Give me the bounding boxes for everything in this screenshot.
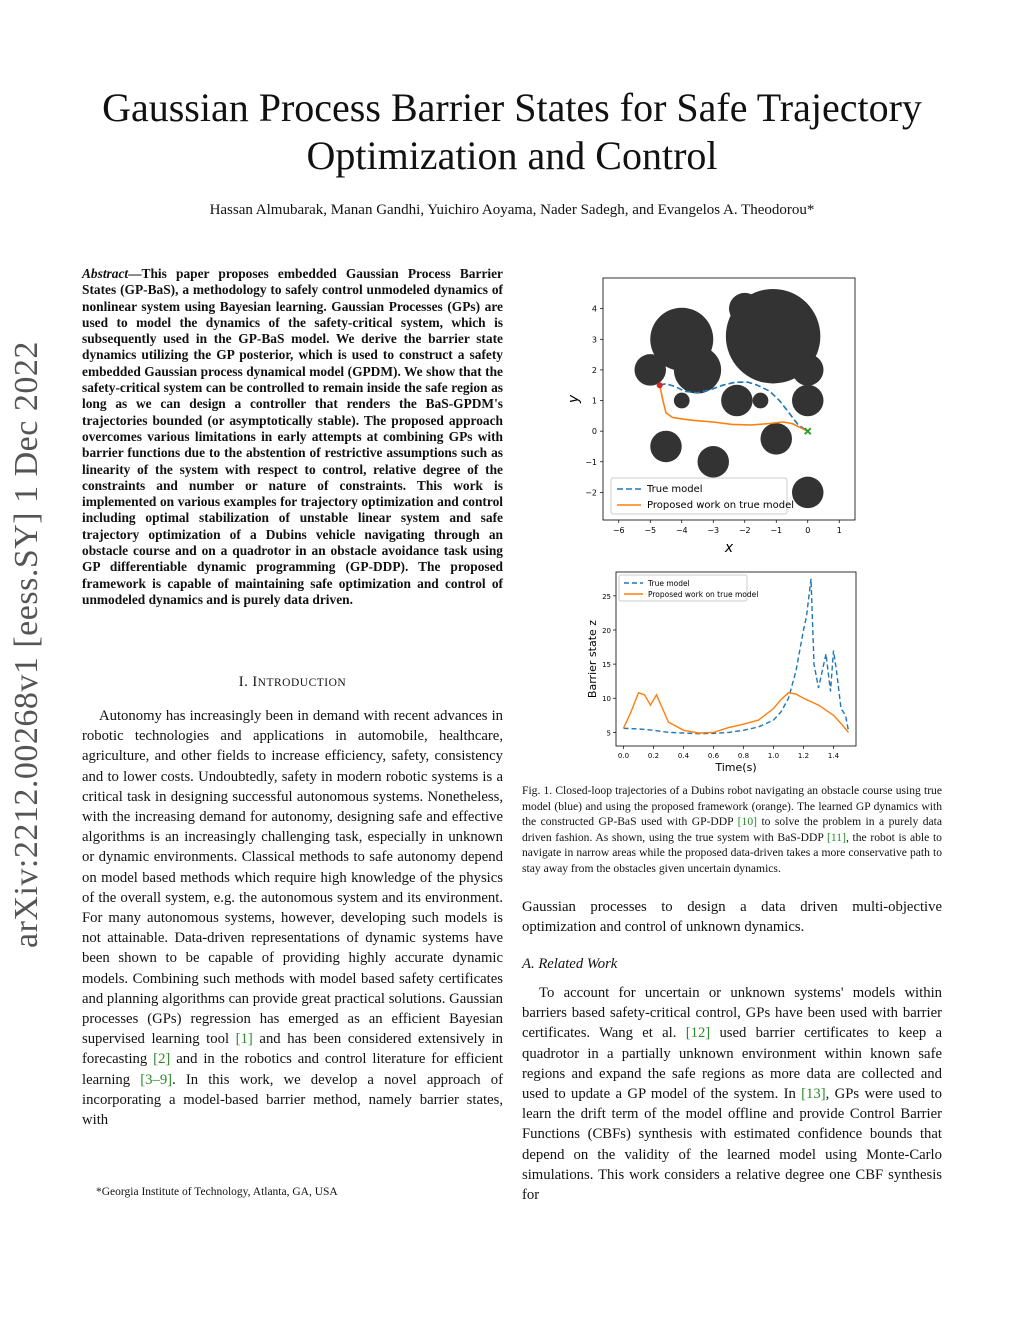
citation-link[interactable]: [10]: [737, 815, 757, 829]
y-tick-label: 0: [591, 427, 597, 437]
y-tick-label: 3: [591, 335, 597, 345]
y-tick-label: 10: [602, 695, 611, 704]
citation-link[interactable]: [3–9]: [140, 1071, 173, 1088]
trajectory-plot: [566, 270, 870, 560]
y-tick-label: 5: [606, 729, 611, 738]
intro-text-4: . In this work, we develop a novel approach of incorporating a model-based barrier method, namely barrier states, with: [82, 1071, 504, 1129]
x-axis-label: x: [724, 540, 734, 556]
y-tick-label: 4: [591, 304, 597, 314]
abstract-body: —This paper proposes embedded Gaussian Process Barrier States (GP-BaS), a methodology to safely control unmodeled dynamics of nonlinear system using Bayesian learning. Gaussian Processes (GPs) are used to model the dynamics of the safety-critical system, which is subsequently used in the GP-BaS model. We derive the barrier state dynamics utilizing the GP posterior, which is used to construct a safety embedded Gaussian process dynamical model (GPDM). We show that the safety-critical system can be controlled to remain inside the safe region as long as we can design a controller that renders the BaS-GPDM's trajectories bounded (or asymptotically stable). The proposed approach overcomes various limitations in early attempts at combining GPs with barrier functions due to the abstention of restrictive assumptions such as linearity of the system with respect to control, relative degree of the constraints and number or nature of constraints. This work is implemented on various examples for trajectory optimization and control including optimal stabilization of unstable linear system and safe trajectory optimization of a Dubins vehicle navigating through an obstacle course and on a quadrotor in an obstacle avoidance task using GP differentiable dynamic programming (GP-DDP). The proposed framework is capable of maintaining safe optimization and control of unmodeled dynamics and is purely data driven.: [82, 266, 503, 607]
related-work-paragraph: [522, 983, 942, 1205]
legend-label-proposed: Proposed work on true model: [648, 590, 759, 599]
citation-link[interactable]: [11]: [827, 830, 846, 844]
obstacle-circle: [721, 385, 753, 417]
figure-caption: [522, 783, 942, 877]
affiliation-footnote: *Georgia Institute of Technology, Atlanta, GA, USA: [96, 1186, 338, 1198]
x-tick-label: 0.4: [677, 752, 690, 760]
x-tick-label: −5: [644, 526, 657, 535]
y-tick-label: 1: [591, 396, 597, 406]
goal-marker: [805, 428, 811, 434]
related-text-3: , GPs were used to learn the drift term of the model offline and provide Control Barrier Functions (CBFs) synthesis with estimated confidence bounds that depend on the validity of the learned model using Monte-Carlo simulations. This work considers a relative degree one CBF synthesis for: [522, 1086, 943, 1204]
introduction-paragraph: [82, 706, 503, 1130]
subsection-heading-related-work: A. Related Work: [522, 956, 618, 972]
section-title-rest: NTRODUCTION: [257, 677, 347, 689]
x-tick-label: −3: [707, 526, 720, 535]
obstacle-circle: [635, 354, 667, 386]
abstract-lead: Abstract: [82, 266, 129, 281]
legend-label-true-model: True model: [647, 484, 703, 495]
x-tick-label: 1.4: [827, 752, 840, 760]
obstacle-circle: [650, 431, 682, 463]
related-text-1: To account for uncertain or unknown systems' models within barriers based safety-critical control, GPs have been used with barrier certificates. Wang et al.: [522, 985, 942, 1042]
barrier-state-plot: [580, 566, 860, 776]
x-tick-label: −2: [738, 526, 751, 535]
x-tick-label: 1.0: [767, 752, 780, 760]
y-tick-label: 15: [602, 661, 611, 670]
section-heading-introduction: [82, 674, 503, 691]
x-tick-label: −1: [770, 526, 783, 535]
y-tick-label: −1: [585, 457, 597, 467]
continuation-paragraph: Gaussian processes to design a data driven multi-objective optimization and control of unknown dynamics.: [522, 899, 942, 936]
y-tick-label: 2: [591, 365, 597, 375]
legend-label-proposed: Proposed work on true model: [647, 500, 795, 511]
caption-text-3: , the robot is able to navigate in narrow areas while the proposed data-driven takes a more conservative path to stay away from the obstacles given uncertain dynamics.: [522, 830, 942, 875]
obstacle-circle: [792, 354, 824, 386]
citation-link[interactable]: [12]: [685, 1025, 711, 1042]
x-tick-label: −4: [675, 526, 688, 535]
intro-text-3: and in the robotics and control literature for efficient learning: [82, 1051, 504, 1088]
obstacle-circle: [792, 477, 824, 509]
y-axis-label: y: [566, 394, 582, 404]
x-tick-label: 1.2: [797, 752, 810, 760]
start-marker: [657, 382, 663, 388]
x-tick-label: −6: [612, 526, 625, 535]
paper-title: Gaussian Process Barrier States for Safe Trajectory Optimization and Control: [102, 85, 922, 178]
obstacle-circle: [674, 393, 690, 409]
x-tick-label: 0.0: [617, 752, 630, 760]
obstacle-circle: [674, 346, 721, 393]
intro-text-1: Autonomy has increasingly been in demand with recent advances in robotic technologies and applications in automobile, healthcare, agriculture, and other fields to increase efficiency, safety, consistency and to lower costs. Undoubtedly, safety in modern robotic systems is a critical task in designing successful autonomous systems. Nonetheless, with the increasing demand for autonomy, designing safe and effective algorithms is an increasingly challenging task, especially in unknown or dynamic environments. Classical methods to safe autonomy depend on model based methods which require high knowledge of the physics of the overall system, e.g. the autonomous system and its environment. For many autonomous systems, however, developing such models is not attainable. Data-driven representations of dynamic systems have been shown to be capable of providing highly accurate dynamic models. Combining such methods with model based safety certificates and planning algorithms can provide great practical solutions. Gaussian processes (GPs) regression has emerged as an efficient Bayesian supervised learning tool: [82, 708, 503, 1048]
y-tick-label: −2: [585, 488, 597, 498]
y-axis-label: Barrier state z: [586, 619, 599, 699]
obstacle-circle: [761, 423, 793, 455]
obstacle-circle: [698, 446, 730, 478]
x-axis-label: Time(s): [715, 761, 757, 774]
citation-link[interactable]: [13]: [801, 1086, 826, 1103]
citation-link[interactable]: [1]: [235, 1031, 253, 1048]
intro-text-2: and has been considered extensively in forecasting: [82, 1031, 503, 1068]
citation-link[interactable]: [2]: [153, 1051, 171, 1068]
y-tick-label: 25: [602, 592, 611, 601]
obstacle-circle: [792, 385, 824, 417]
true-model-barrier-line: [624, 579, 849, 734]
arxiv-identifier: arXiv:2212.00268v1 [eess.SY] 1 Dec 2022: [8, 341, 45, 948]
x-tick-label: 0.8: [737, 752, 750, 760]
x-tick-label: 1: [836, 526, 842, 535]
abstract: [82, 266, 503, 608]
obstacle-circle: [753, 393, 769, 409]
proposed-barrier-line: [624, 693, 849, 733]
x-tick-label: 0.6: [707, 752, 720, 760]
caption-text-1: Fig. 1. Closed-loop trajectories of a Dubins robot navigating an obstacle course using true model (blue) and using the proposed framework (orange). The learned GP dynamics with the constructed GP-BaS used with GP-DDP: [522, 784, 942, 829]
x-tick-label: 0.2: [647, 752, 660, 760]
y-tick-label: 20: [602, 627, 611, 635]
author-list: Hassan Almubarak, Manan Gandhi, Yuichiro Aoyama, Nader Sadegh, and Evangelos A. Theodorou*: [209, 202, 815, 218]
related-text-2: used barrier certificates to keep a quadrotor in a partially unknown environment within known safe regions and expand the safe regions as more data are collected and used to update a GP model of the system. In: [522, 1025, 942, 1103]
section-number: I. I: [238, 674, 258, 690]
x-tick-label: 0: [805, 526, 811, 535]
legend-label-true-model: True model: [648, 579, 690, 588]
obstacle-circle: [729, 293, 761, 325]
caption-text-2: to solve the problem in a purely data driven fashion. As shown, using the true system with BaS-DDP: [522, 815, 943, 844]
